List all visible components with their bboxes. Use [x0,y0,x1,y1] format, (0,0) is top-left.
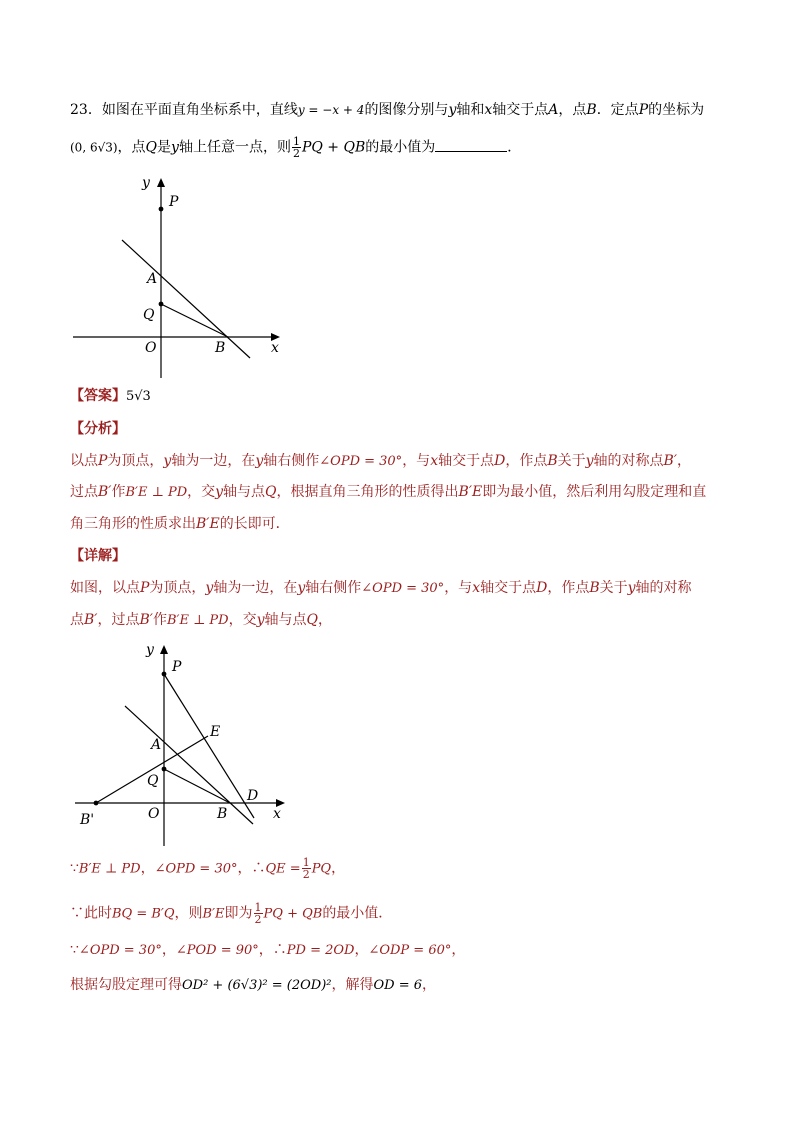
var-y: y [297,580,306,596]
text: 轴的对称 [635,580,692,596]
label-O: O [145,340,157,356]
text: ，则 [174,905,203,922]
fraction-denominator: 2 [254,913,262,926]
problem-text: ． [507,139,522,156]
text: ，与 [444,580,473,596]
text: ∵ [70,860,79,877]
text: ， [354,942,369,958]
point-P-coordinates: (0, 6√3) [70,140,118,155]
var-y: y [163,453,172,469]
math-expr: OD = 6 [373,978,423,993]
label-A: A [147,271,158,287]
label-B: B [217,806,228,822]
point-B: B [586,102,597,118]
math-expr: B′E [202,906,225,922]
fraction-half [254,902,263,925]
step-line-4 [70,975,436,996]
problem-text: ．定点 [596,102,639,118]
point-Q-dot [159,302,164,307]
text: ，作点 [547,580,590,596]
point-Q: Q [306,612,318,628]
text: ，解得 [331,977,374,993]
problem-text: ，点 [117,139,146,156]
label-P: P [172,659,182,675]
var-x: x [484,102,493,118]
text: ， [422,977,437,993]
label-P: P [169,194,179,210]
text: 的长即可． [219,516,290,532]
math-expr: ∠ODP = 60° [368,943,452,958]
text: 以点 [70,453,98,469]
label-B: B [215,340,226,356]
text: ，根据直角三角形的性质得出 [276,484,459,500]
math-expr: QE = [265,861,301,877]
math-expr: ∠POD = 90° [175,943,259,958]
line-PD [164,674,254,818]
problem-text: 的图像分别与 [364,102,449,118]
text: ， [451,942,466,958]
point-P: P [638,102,649,118]
point-P-dot [162,672,167,677]
text: 过点 [70,484,98,500]
text: 即为最小值，然后利用勾股定理和直 [482,484,707,500]
label-D: D [247,788,259,804]
analysis-line-1 [70,451,691,472]
step-line-2 [70,902,392,925]
y-axis-arrow [157,178,165,187]
fraction-half [292,136,301,159]
text: ， [318,612,332,628]
line-equation: y = −x + 4 [297,103,365,117]
detail-line-2 [70,610,332,631]
math-expr: ∠OPD = 30° [78,943,162,958]
math-expr: OD² + (6√3)² = (2OD)² [182,978,332,993]
var-y: y [256,612,265,628]
segment-BE: B′E [458,484,483,500]
text: 轴为一边，在 [213,580,298,596]
var-y: y [205,580,214,596]
point-P: P [140,580,150,596]
point-B-prime: B′ [98,484,112,500]
problem-text: 轴交于点 [492,102,549,118]
point-D: D [536,580,548,596]
text: 为顶点， [149,580,206,596]
text: 作 [111,484,126,500]
math-expr: B′E ⊥ PD [78,861,141,877]
line-AB [125,706,253,824]
label-O: O [148,806,160,822]
point-B-prime: B′ [84,612,98,628]
fraction-half [302,857,311,880]
text: ，与 [402,453,431,469]
answer-value: 5√3 [126,389,151,404]
var-y: y [627,580,636,596]
point-B-prime: B′ [663,453,678,469]
text: 角三角形的性质求出 [70,516,196,532]
segment-QB [161,304,228,337]
fraction-numerator: 1 [302,856,310,869]
detail-tag: 【详解】 [70,548,126,564]
problem-text: 轴和 [456,102,485,118]
text: 轴与点 [223,484,266,500]
problem-text: 如图在平面直角坐标系中，直线 [101,102,298,118]
var-y: y [215,484,224,500]
analysis-line-2 [70,482,706,503]
angle-expr: ∠OPD = 30° [319,454,403,469]
var-x: x [472,580,481,596]
problem-line-2 [70,136,521,159]
text: ，作点 [505,453,548,469]
answer-blank[interactable] [435,139,507,152]
y-axis-arrow [160,645,168,654]
math-expr: PQ [311,861,332,877]
var-y: y [585,453,594,469]
fraction-denominator: 2 [292,147,300,160]
text: 即为 [224,905,253,922]
text: 轴与点 [264,612,307,628]
text: 作 [152,612,167,628]
label-y: y [146,642,154,658]
math-expr: PQ + QB [263,906,323,922]
fraction-numerator: 1 [254,901,262,914]
text: 关于 [557,453,586,469]
text: 轴交于点 [438,453,495,469]
angle-expr: ∠OPD = 30° [361,581,445,596]
problem-text: 的坐标为 [648,102,705,118]
point-Q-dot [162,767,167,772]
point-B: B [589,580,600,596]
point-P-dot [159,207,164,212]
segment-QB [164,769,230,803]
text: ，∴ [258,942,287,958]
text: 为顶点， [107,453,164,469]
text: 轴为一边，在 [171,453,256,469]
point-Q: Q [265,484,277,500]
analysis-tag: 【分析】 [70,421,126,437]
text: ， [677,453,692,469]
text: ，∴ [237,860,266,877]
problem-text: 是 [157,139,172,156]
text: ， [331,860,346,877]
label-y: y [142,175,150,191]
text: 关于 [599,580,628,596]
label-B-prime: B' [80,812,95,828]
text: 如图，以点 [70,580,140,596]
var-y: y [448,102,457,118]
math-expr: PD = 2OD [286,943,355,958]
problem-text: 轴上任意一点，则 [178,139,291,156]
figure-1 [65,170,290,385]
fraction-denominator: 2 [302,868,310,881]
text: ，过点 [97,612,140,628]
perp-expr: B′E ⊥ PD [166,613,229,628]
label-A: A [151,737,162,753]
problem-text: ，点 [558,102,587,118]
expression: PQ + QB [301,139,366,156]
text: 点 [70,612,84,628]
answer-line [70,386,151,407]
text: ， [161,942,176,958]
point-B-prime: B′ [139,612,153,628]
var-x: x [430,453,439,469]
math-expr: ∠OPD = 30° [154,861,238,877]
math-expr: BQ = B′Q [112,906,175,922]
perp-expr: B′E ⊥ PD [125,485,188,500]
point-B: B [547,453,558,469]
text: ，交 [228,612,257,628]
var-y: y [171,139,179,156]
segment-BE: B′E [196,516,220,532]
problem-line-1 [70,100,704,120]
label-x: x [273,806,281,822]
text: ∵ [70,942,79,958]
text: 轴右侧作 [263,453,320,469]
text: 根据勾股定理可得 [70,977,182,993]
text: ∵此时 [70,905,112,922]
step-line-1 [70,857,345,880]
answer-tag: 【答案】 [70,388,126,404]
analysis-line-3 [70,514,290,534]
point-D: D [494,453,506,469]
label-Q: Q [143,307,155,323]
step-line-3 [70,940,465,961]
detail-line-1 [70,578,692,599]
text: 的最小值． [322,905,393,922]
line-AB [122,240,250,358]
text: ， [140,860,155,877]
label-x: x [271,340,279,356]
fraction-numerator: 1 [292,135,300,148]
text: 轴右侧作 [305,580,362,596]
text: ，交 [187,484,216,500]
problem-number: 23． [70,102,102,118]
var-y: y [255,453,264,469]
point-A: A [548,102,559,118]
point-Bp-dot [94,801,99,806]
point-Q: Q [145,139,158,156]
label-Q: Q [147,773,159,789]
point-P: P [98,453,108,469]
label-E: E [210,724,221,740]
figure-2 [70,638,295,853]
text: 轴的对称点 [593,453,664,469]
text: 轴交于点 [480,580,537,596]
problem-text: 的最小值为 [365,139,436,156]
